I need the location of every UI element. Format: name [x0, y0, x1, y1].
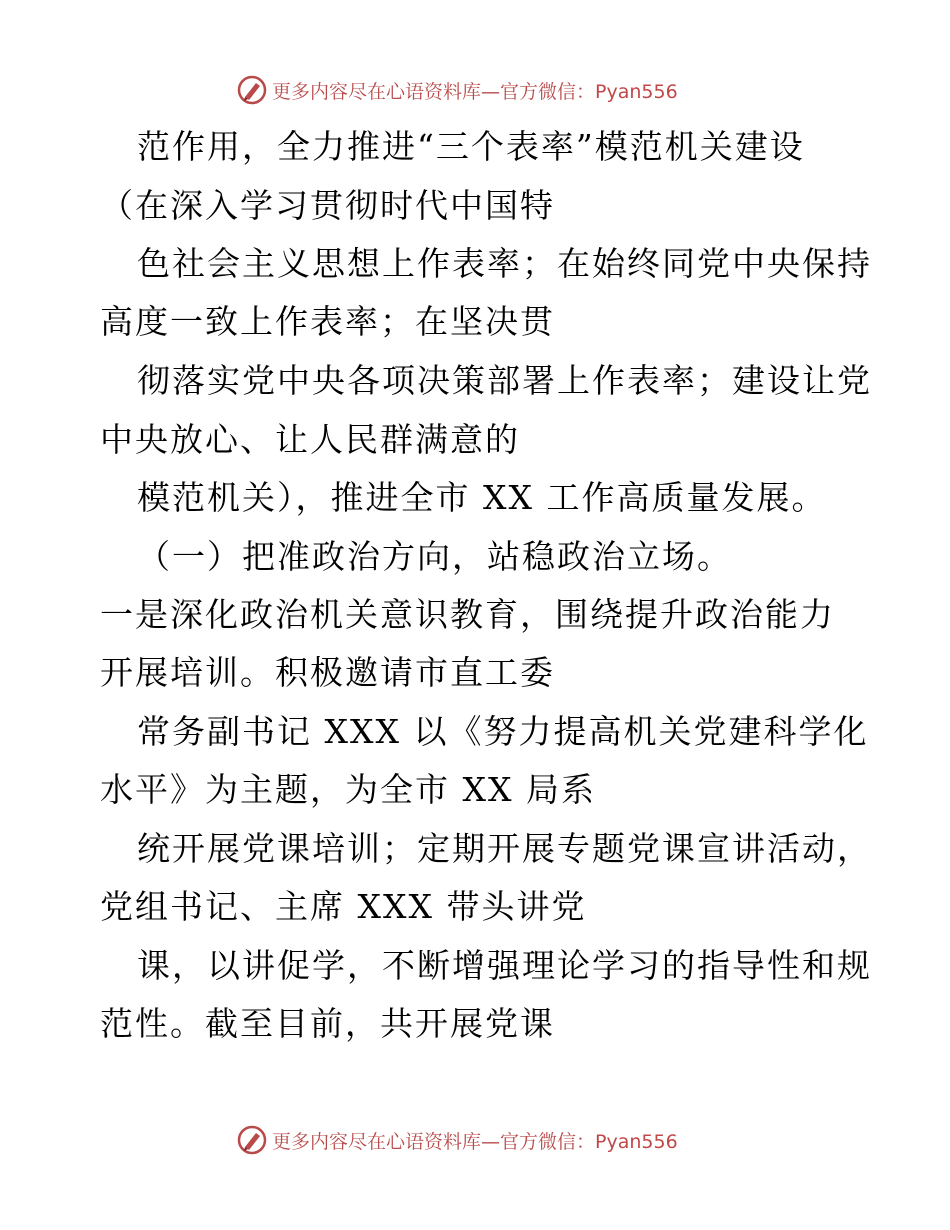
body-line: 高度一致上作表率；在坚决贯	[100, 302, 555, 341]
body-line: 课，以讲促学，不断增强理论学习的指导性和规	[137, 946, 872, 985]
watermark-text: 更多内容尽在心语资料库—官方微信：	[272, 1130, 596, 1153]
body-line: 彻落实党中央各项决策部署上作表率；建设让党	[137, 361, 872, 400]
body-line: 党组书记、主席 XXX 带头讲党	[100, 887, 587, 926]
watermark-account: Pyan556	[595, 80, 678, 103]
body-line: 色社会主义思想上作表率；在始终同党中央保持	[137, 244, 872, 283]
body-line: 水平》为主题，为全市 XX 局系	[100, 770, 596, 809]
section-heading: （一）把准政治方向，站稳政治立场。	[137, 537, 732, 576]
watermark-text: 更多内容尽在心语资料库—官方微信：	[272, 80, 596, 103]
footer-watermark	[236, 1123, 678, 1157]
body-line: 常务副书记 XXX 以《努力提高机关党建科学化	[137, 712, 869, 751]
body-line: 中央放心、让人民群满意的	[100, 420, 520, 459]
pen-nib-logo-icon	[236, 1124, 268, 1156]
body-line: 范性。截至目前，共开展党课	[100, 1004, 555, 1043]
watermark-account: Pyan556	[595, 1130, 678, 1153]
body-line: 模范机关），推进全市 XX 工作高质量发展。	[137, 478, 827, 517]
body-line: 统开展党课培训；定期开展专题党课宣讲活动，	[137, 829, 872, 868]
body-line: 一是深化政治机关意识教育，围绕提升政治能力	[100, 595, 835, 634]
body-line: 范作用，全力推进“三个表率”模范机关建设	[137, 127, 805, 166]
body-line: （在深入学习贯彻时代中国特	[100, 186, 555, 225]
body-line: 开展培训。积极邀请市直工委	[100, 653, 555, 692]
